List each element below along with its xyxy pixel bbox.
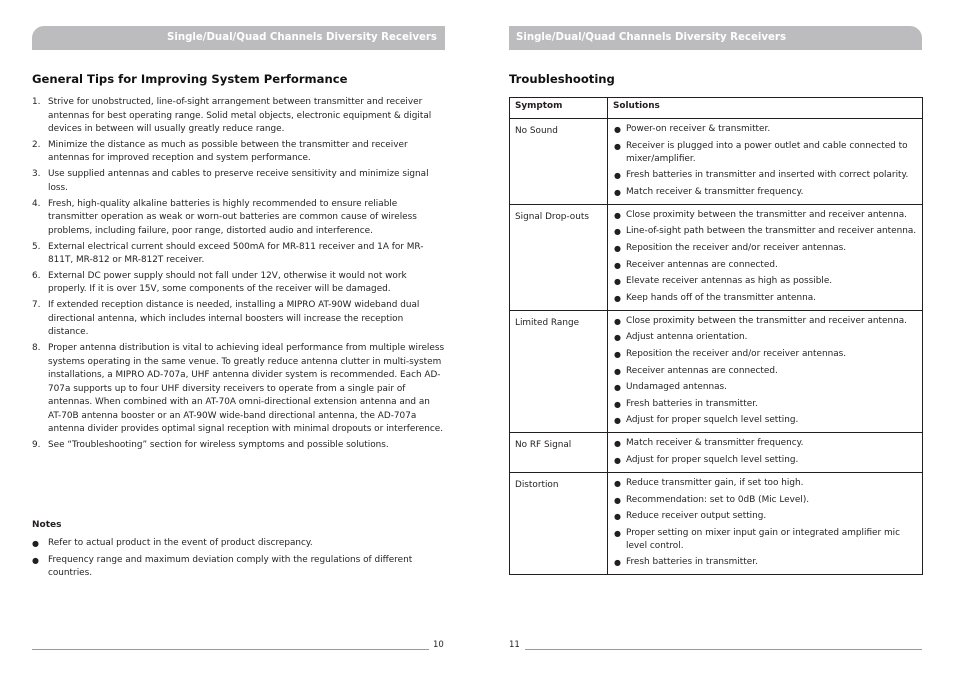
solution-text: Line-of-sight path between the transmitter and receiver antenna. — [626, 226, 917, 237]
solutions-header: Solutions — [608, 98, 923, 119]
tips-title: General Tips for Improving System Performance — [32, 72, 348, 86]
bullet-icon: ● — [614, 243, 621, 253]
tip-number: 3. — [32, 169, 41, 180]
solution-text: Recommendation: set to 0dB (Mic Level). — [626, 494, 810, 505]
bullet-icon: ● — [614, 512, 621, 522]
bullet-icon: ● — [614, 416, 621, 426]
page-number: 11 — [509, 640, 520, 650]
notes-list — [32, 537, 445, 584]
solution-text: Proper setting on mixer input gain or integrated amplifier mic level control. — [626, 527, 900, 551]
tip-number: 2. — [32, 139, 41, 150]
bullet-icon: ● — [614, 383, 621, 393]
tip-text: If extended reception distance is needed, installing a MIPRO AT-90W wideband dual directional antenna, which includes internal boosters will increase the reception distance. — [48, 300, 420, 338]
solution-item — [614, 556, 919, 569]
tips-list — [32, 96, 445, 455]
bullet-icon: ● — [614, 141, 621, 151]
tip-item — [32, 342, 445, 437]
solution-item — [614, 454, 919, 467]
bullet-icon: ● — [614, 366, 621, 376]
bullet-icon: ● — [32, 539, 39, 548]
solution-item — [614, 398, 919, 411]
note-item — [32, 537, 445, 551]
tip-item — [32, 96, 445, 137]
solution-item — [614, 169, 919, 182]
solution-item — [614, 242, 919, 255]
tip-item — [32, 241, 445, 268]
bullet-icon: ● — [614, 293, 621, 303]
solution-item — [614, 365, 919, 378]
solution-text: Adjust antenna orientation. — [626, 332, 748, 343]
solution-text: Reposition the receiver and/or receiver antennas. — [626, 348, 847, 359]
solutions-cell — [608, 204, 923, 310]
tip-text: External electrical current should exceed 500mA for MR-811 receiver and 1A for MR-811T, MR-812 or MR-812T receiver. — [48, 241, 424, 266]
tip-number: 9. — [32, 440, 41, 451]
footer-rule — [525, 649, 922, 650]
solution-text: Fresh batteries in transmitter. — [626, 398, 758, 409]
solution-item — [614, 315, 919, 328]
bullet-icon: ● — [614, 187, 621, 197]
table-row — [510, 310, 923, 433]
tip-item — [32, 198, 445, 239]
bullet-icon: ● — [614, 277, 621, 287]
tip-item — [32, 439, 445, 453]
solution-text: Undamaged antennas. — [626, 382, 727, 393]
solution-text: Reposition the receiver and/or receiver antennas. — [626, 242, 847, 253]
table-row — [510, 433, 923, 473]
bullet-icon: ● — [614, 227, 621, 237]
table-header-row — [510, 98, 923, 119]
solution-item — [614, 381, 919, 394]
tip-number: 8. — [32, 343, 41, 354]
tip-text: External DC power supply should not fall under 12V, otherwise it would not work properly. If it is over 15V, some components of the receiver will be damaged. — [48, 270, 407, 295]
right-page — [477, 0, 954, 675]
solution-item — [614, 292, 919, 305]
solution-item — [614, 437, 919, 450]
notes-title: Notes — [32, 520, 62, 530]
solution-item — [614, 209, 919, 222]
tip-text: Fresh, high-quality alkaline batteries is highly recommended to ensure reliable transmitter operation as weak or worn-out batteries are common cause of wireless problems, including failure, poor range, distorted audio and interference. — [48, 198, 417, 236]
bullet-icon: ● — [614, 399, 621, 409]
tip-text: Strive for unobstructed, line-of-sight arrangement between transmitter and receiver antennas for best operating range. Solid metal objects, electronic equipment & digital devices in between will usually greatly reduce range. — [48, 97, 432, 134]
bullet-icon: ● — [32, 555, 39, 565]
troubleshooting-table — [509, 97, 923, 575]
bullet-icon: ● — [614, 125, 621, 134]
solution-item — [614, 275, 919, 288]
solution-text: Keep hands off of the transmitter antenna. — [626, 292, 816, 303]
footer-rule — [32, 649, 429, 650]
note-text: Refer to actual product in the event of product discrepancy. — [48, 538, 313, 548]
solution-text: Reduce receiver output setting. — [626, 511, 767, 522]
solution-item — [614, 477, 919, 490]
tip-text: Minimize the distance as much as possible between the transmitter and receiver antennas for improved reception and system performance. — [48, 139, 408, 164]
table-row — [510, 119, 923, 205]
solution-text: Reduce transmitter gain, if set too high. — [626, 477, 804, 488]
symptom-cell: Distortion — [510, 472, 608, 574]
solution-item — [614, 331, 919, 344]
troubleshooting-title: Troubleshooting — [509, 72, 615, 86]
bullet-icon: ● — [614, 528, 621, 538]
tip-item — [32, 139, 445, 166]
tip-number: 6. — [32, 270, 41, 281]
bullet-icon: ● — [614, 558, 621, 568]
solution-item — [614, 414, 919, 427]
tip-item — [32, 270, 445, 297]
solution-text: Receiver antennas are connected. — [626, 365, 778, 376]
left-header-bar: Single/Dual/Quad Channels Diversity Receivers — [32, 26, 445, 50]
tip-number: 4. — [32, 198, 41, 209]
solution-text: Close proximity between the transmitter and receiver antenna. — [626, 315, 907, 326]
solution-text: Fresh batteries in transmitter and inserted with correct polarity. — [626, 170, 909, 181]
tip-text: See “Troubleshooting” section for wireless symptoms and possible solutions. — [48, 440, 389, 451]
tip-text: Proper antenna distribution is vital to achieving ideal performance from multiple wireless systems operating in the same venue. To greatly reduce antenna clutter in multi-system installations, a MIPRO AD-707a, UHF antenna divider system is recommended. Each AD-707a supports up to four UHF diversity receivers to operate from a single pair of antennas. When combined with an AT-70A omni-directional extension antenna and an AT-70B antenna booster or an AT-90W wide-band directional antenna, the AD-707a antenna divider provides optimal signal reception with minimal dropouts or interference. — [48, 343, 445, 435]
bullet-icon: ● — [614, 316, 621, 326]
solution-item — [614, 527, 919, 553]
solutions-cell — [608, 472, 923, 574]
solution-text: Close proximity between the transmitter and receiver antenna. — [626, 209, 907, 220]
tip-number: 7. — [32, 300, 41, 311]
solution-text: Adjust for proper squelch level setting. — [626, 415, 799, 426]
solution-item — [614, 140, 919, 166]
solution-item — [614, 494, 919, 507]
symptom-cell: No Sound — [510, 119, 608, 205]
bullet-icon: ● — [614, 495, 621, 505]
solution-text: Fresh batteries in transmitter. — [626, 557, 758, 568]
table-row — [510, 472, 923, 574]
solution-text: Receiver antennas are connected. — [626, 259, 778, 270]
note-text: Frequency range and maximum deviation comply with the regulations of different countries. — [48, 554, 413, 578]
tip-item — [32, 299, 445, 340]
solution-item — [614, 348, 919, 361]
solutions-cell — [608, 310, 923, 433]
solution-text: Elevate receiver antennas as high as possible. — [626, 276, 833, 287]
bullet-icon: ● — [614, 260, 621, 270]
tip-number: 1. — [32, 97, 41, 107]
bullet-icon: ● — [614, 439, 621, 449]
bullet-icon: ● — [614, 210, 621, 220]
solutions-cell — [608, 433, 923, 473]
page-number: 10 — [433, 640, 444, 650]
bullet-icon: ● — [614, 349, 621, 359]
solution-item — [614, 186, 919, 199]
symptom-header: Symptom — [510, 98, 608, 119]
solution-item — [614, 510, 919, 523]
solution-text: Power-on receiver & transmitter. — [626, 124, 771, 134]
solution-text: Receiver is plugged into a power outlet and cable connected to mixer/amplifier. — [626, 140, 908, 164]
symptom-cell: Signal Drop-outs — [510, 204, 608, 310]
solution-text: Match receiver & transmitter frequency. — [626, 438, 804, 449]
bullet-icon: ● — [614, 171, 621, 181]
solution-item — [614, 123, 919, 136]
table-row — [510, 204, 923, 310]
solutions-cell — [608, 119, 923, 205]
bullet-icon: ● — [614, 455, 621, 465]
tip-number: 5. — [32, 241, 41, 252]
solution-text: Adjust for proper squelch level setting. — [626, 454, 799, 465]
tip-text: Use supplied antennas and cables to preserve receive sensitivity and minimize signal loss. — [48, 169, 429, 193]
solution-item — [614, 225, 919, 238]
solution-text: Match receiver & transmitter frequency. — [626, 186, 804, 197]
solution-item — [614, 259, 919, 272]
note-item — [32, 554, 445, 581]
bullet-icon: ● — [614, 478, 621, 488]
symptom-cell: No RF Signal — [510, 433, 608, 473]
symptom-cell: Limited Range — [510, 310, 608, 433]
tip-item — [32, 168, 445, 195]
bullet-icon: ● — [614, 333, 621, 343]
right-header-bar: Single/Dual/Quad Channels Diversity Receivers — [509, 26, 922, 50]
